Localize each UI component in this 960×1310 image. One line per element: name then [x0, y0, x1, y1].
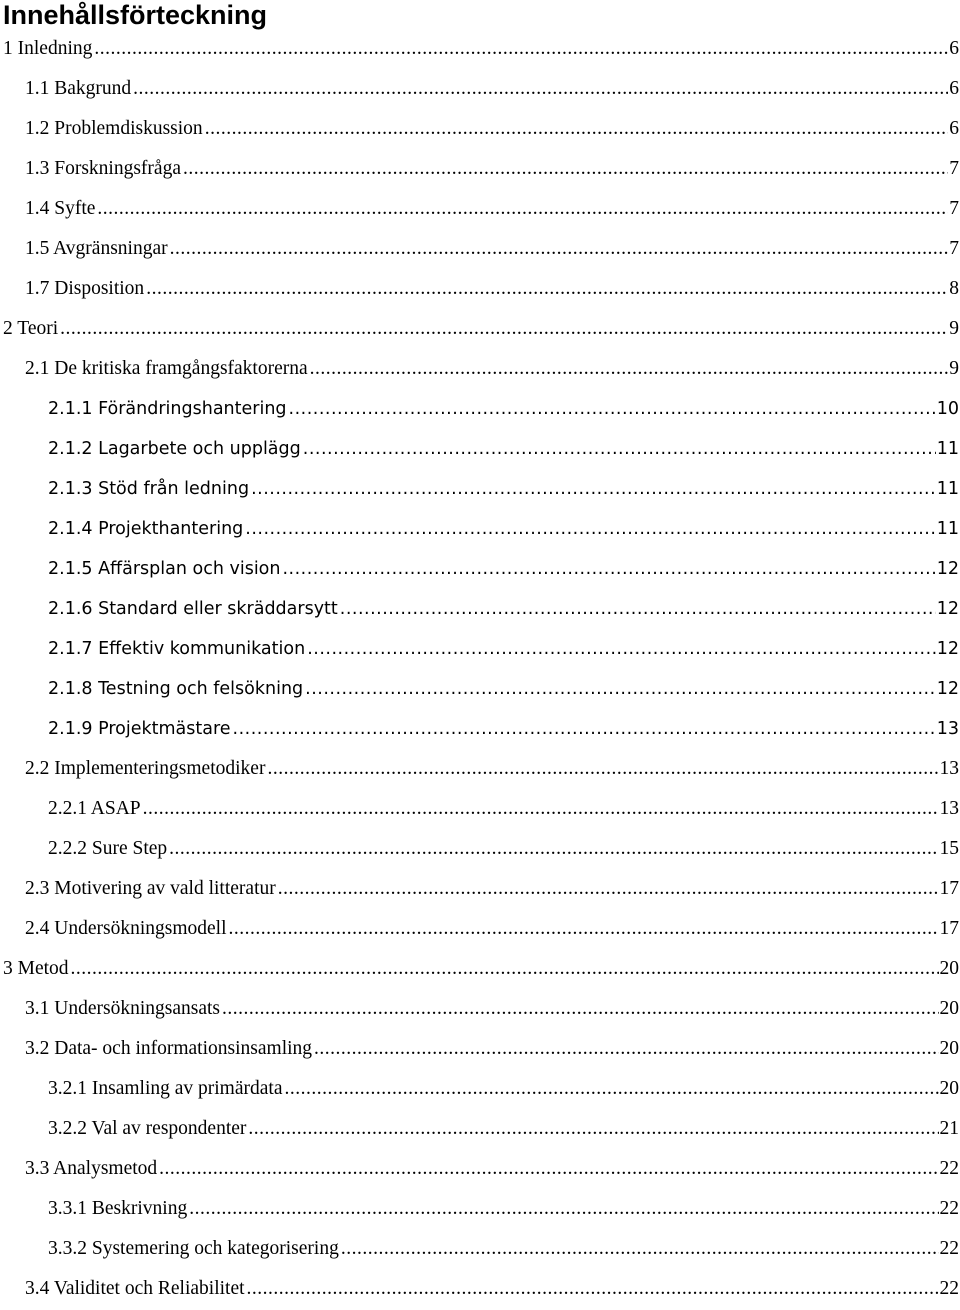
toc-entry-label: 2.2.1 ASAP — [48, 789, 141, 829]
toc-entry-label: 2.1.4 Projekthantering — [48, 509, 243, 549]
toc-entry-page: 13 — [940, 789, 960, 829]
toc-entry-page: 20 — [940, 949, 960, 989]
toc-entry[interactable] — [0, 269, 960, 309]
toc-entry[interactable] — [0, 189, 960, 229]
toc-entry-page: 8 — [949, 269, 960, 309]
dot-leader — [247, 1269, 939, 1309]
toc-entry-label: 2 Teori — [3, 309, 58, 349]
toc-entry[interactable] — [0, 509, 960, 549]
toc-entry-page: 12 — [937, 549, 960, 589]
toc-entry[interactable] — [0, 429, 960, 469]
toc-entry-page: 12 — [937, 589, 960, 629]
toc-entry-label: 3.2.1 Insamling av primärdata — [48, 1069, 282, 1109]
toc-entry-page: 11 — [937, 469, 960, 509]
toc-entry-label: 2.2 Implementeringsmetodiker — [25, 749, 265, 789]
dot-leader — [282, 549, 935, 589]
dot-leader — [341, 1229, 939, 1269]
toc-entry[interactable] — [0, 1029, 960, 1069]
toc-entry-label: 2.1.5 Affärsplan och vision — [48, 549, 280, 589]
toc-entry-label: 2.1.3 Stöd från ledning — [48, 469, 249, 509]
toc-entry-page: 22 — [940, 1229, 960, 1269]
toc-entry-page: 7 — [949, 229, 960, 269]
toc-entry-label: 3.1 Undersökningsansats — [25, 989, 220, 1029]
dot-leader — [289, 389, 936, 429]
dot-leader — [189, 1189, 938, 1229]
dot-leader — [170, 229, 949, 269]
dot-leader — [205, 109, 949, 149]
toc-entry[interactable] — [0, 229, 960, 269]
toc-title: Innehållsförteckning — [3, 0, 267, 31]
toc-entry-label: 2.3 Motivering av vald litteratur — [25, 869, 276, 909]
dot-leader — [71, 949, 939, 989]
toc-entry-label: 1.4 Syfte — [25, 189, 95, 229]
toc-entry-label: 3.3.1 Beskrivning — [48, 1189, 187, 1229]
toc-entry-label: 3.2.2 Val av respondenter — [48, 1109, 246, 1149]
toc-entry[interactable] — [0, 1269, 960, 1309]
toc-entry-label: 1.2 Problemdiskussion — [25, 109, 203, 149]
toc-entry-page: 22 — [940, 1269, 960, 1309]
toc-entry-page: 20 — [940, 1029, 960, 1069]
toc-entry[interactable] — [0, 1229, 960, 1269]
toc-entry[interactable] — [0, 949, 960, 989]
toc-entry-page: 6 — [949, 69, 960, 109]
dot-leader — [159, 1149, 938, 1189]
toc-entry-page: 9 — [949, 349, 960, 389]
toc-entry-label: 2.2.2 Sure Step — [48, 829, 167, 869]
dot-leader — [228, 909, 938, 949]
toc-entry-label: 2.1.1 Förändringshantering — [48, 389, 287, 429]
toc-entry-label: 3.4 Validitet och Reliabilitet — [25, 1269, 245, 1309]
toc-entry-page: 20 — [940, 1069, 960, 1109]
toc-entry[interactable] — [0, 629, 960, 669]
toc-list — [0, 29, 960, 1310]
toc-entry[interactable] — [0, 989, 960, 1029]
toc-entry[interactable] — [0, 789, 960, 829]
toc-entry-page: 6 — [949, 29, 960, 69]
toc-entry[interactable] — [0, 669, 960, 709]
toc-entry[interactable] — [0, 709, 960, 749]
dot-leader — [303, 429, 936, 469]
toc-entry-page: 13 — [940, 749, 960, 789]
dot-leader — [310, 349, 949, 389]
toc-entry-label: 2.1.2 Lagarbete och upplägg — [48, 429, 301, 469]
dot-leader — [284, 1069, 938, 1109]
dot-leader — [340, 589, 936, 629]
dot-leader — [143, 789, 939, 829]
toc-entry-page: 7 — [949, 189, 960, 229]
dot-leader — [183, 149, 948, 189]
toc-entry[interactable] — [0, 309, 960, 349]
toc-entry[interactable] — [0, 389, 960, 429]
toc-entry-label: 2.1.9 Projektmästare — [48, 709, 231, 749]
toc-entry[interactable] — [0, 29, 960, 69]
dot-leader — [307, 629, 936, 669]
dot-leader — [314, 1029, 938, 1069]
toc-entry-page: 10 — [937, 389, 960, 429]
toc-entry[interactable] — [0, 1069, 960, 1109]
toc-entry-page: 21 — [940, 1109, 960, 1149]
dot-leader — [278, 869, 939, 909]
toc-entry[interactable] — [0, 349, 960, 389]
toc-entry[interactable] — [0, 749, 960, 789]
toc-entry-label: 2.1.8 Testning och felsökning — [48, 669, 303, 709]
toc-entry-label: 3 Metod — [3, 949, 69, 989]
toc-entry-label: 2.4 Undersökningsmodell — [25, 909, 226, 949]
toc-entry-page: 13 — [937, 709, 960, 749]
dot-leader — [245, 509, 935, 549]
toc-entry-label: 1.1 Bakgrund — [25, 69, 131, 109]
dot-leader — [97, 189, 948, 229]
dot-leader — [94, 29, 948, 69]
toc-entry-page: 12 — [937, 669, 960, 709]
dot-leader — [248, 1109, 938, 1149]
toc-entry-label: 1.7 Disposition — [25, 269, 144, 309]
toc-entry[interactable] — [0, 1189, 960, 1229]
toc-entry-page: 9 — [949, 309, 960, 349]
toc-entry-page: 22 — [940, 1149, 960, 1189]
toc-entry-label: 2.1.6 Standard eller skräddarsytt — [48, 589, 338, 629]
toc-entry[interactable] — [0, 149, 960, 189]
dot-leader — [233, 709, 936, 749]
toc-entry-page: 7 — [949, 149, 960, 189]
dot-leader — [60, 309, 948, 349]
toc-entry[interactable] — [0, 549, 960, 589]
toc-entry[interactable] — [0, 829, 960, 869]
toc-entry-label: 3.2 Data- och informationsinsamling — [25, 1029, 312, 1069]
toc-entry[interactable] — [0, 69, 960, 109]
dot-leader — [169, 829, 938, 869]
toc-entry-label: 2.1 De kritiska framgångsfaktorerna — [25, 349, 308, 389]
dot-leader — [251, 469, 936, 509]
toc-entry-page: 15 — [940, 829, 960, 869]
toc-entry-label: 1 Inledning — [3, 29, 92, 69]
toc-entry[interactable] — [0, 1149, 960, 1189]
toc-entry-label: 1.3 Forskningsfråga — [25, 149, 181, 189]
toc-entry[interactable] — [0, 1109, 960, 1149]
dot-leader — [146, 269, 948, 309]
toc-entry[interactable] — [0, 589, 960, 629]
toc-entry-label: 2.1.7 Effektiv kommunikation — [48, 629, 305, 669]
dot-leader — [267, 749, 938, 789]
toc-entry[interactable] — [0, 469, 960, 509]
toc-entry[interactable] — [0, 109, 960, 149]
toc-entry[interactable] — [0, 869, 960, 909]
toc-entry-label: 1.5 Avgränsningar — [25, 229, 168, 269]
toc-entry[interactable] — [0, 909, 960, 949]
toc-entry-label: 3.3 Analysmetod — [25, 1149, 157, 1189]
dot-leader — [133, 69, 948, 109]
toc-entry-page: 17 — [940, 909, 960, 949]
dot-leader — [305, 669, 936, 709]
dot-leader — [222, 989, 939, 1029]
toc-entry-page: 22 — [940, 1189, 960, 1229]
toc-entry-page: 20 — [940, 989, 960, 1029]
toc-entry-page: 17 — [940, 869, 960, 909]
toc-entry-page: 12 — [937, 629, 960, 669]
toc-entry-page: 11 — [937, 509, 960, 549]
toc-entry-label: 3.3.2 Systemering och kategorisering — [48, 1229, 339, 1269]
toc-entry-page: 6 — [949, 109, 960, 149]
toc-entry-page: 11 — [937, 429, 960, 469]
